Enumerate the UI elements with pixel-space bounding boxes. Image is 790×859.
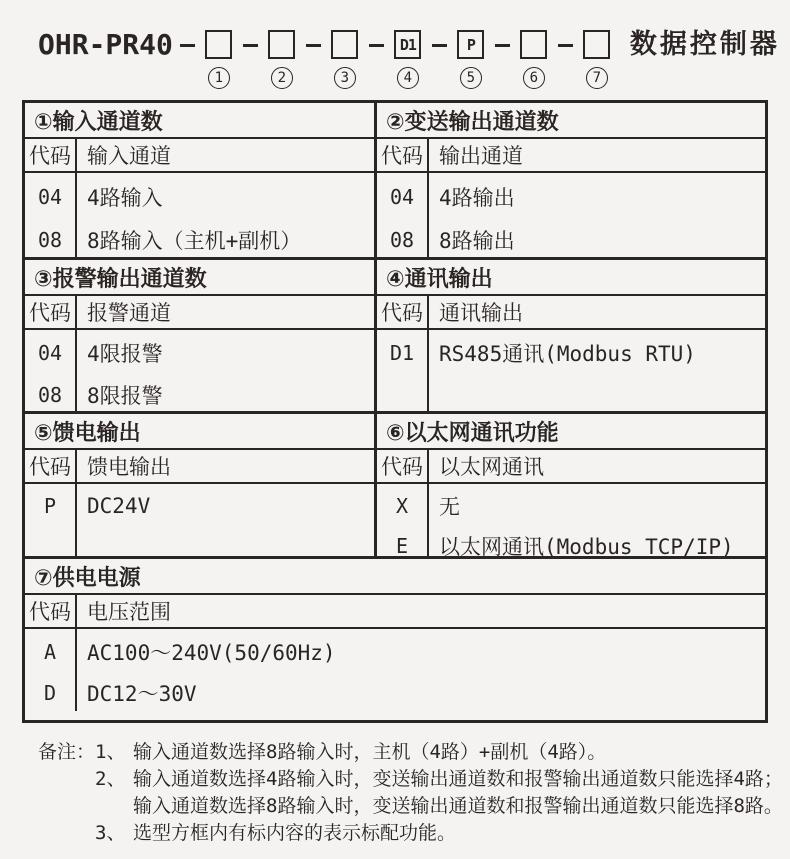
code-value: X [395, 494, 409, 518]
remark-1 [95, 739, 790, 766]
desc-value: 4路输入 [87, 185, 163, 210]
circle-number-2: 2 [271, 67, 293, 89]
section-subheader [25, 595, 765, 629]
code-value: E [395, 534, 409, 558]
section-rows [25, 629, 765, 711]
section-ethernet-communication [377, 414, 765, 559]
desc-header: 输出通道 [439, 144, 523, 168]
model-number-line [0, 0, 790, 89]
dash-separator [369, 44, 384, 47]
section-rows [377, 484, 765, 559]
remark-3 [95, 820, 790, 847]
code-value: D1 [389, 341, 415, 365]
model-slot-1 [202, 30, 236, 89]
section-alarm-output-channels [25, 260, 374, 411]
remark-text: 输入通道数选择8路输入时，主机（4路）+副机（4路）。 [133, 741, 607, 763]
remarks-label: 备注： [38, 741, 96, 763]
desc-header: 馈电输出 [87, 455, 171, 479]
model-slot-4 [391, 30, 425, 89]
code-header: 代码 [377, 450, 429, 482]
code-header: 代码 [25, 595, 77, 627]
section-title: ⑤馈电输出 [25, 414, 374, 450]
section-title: ⑦供电电源 [25, 559, 765, 595]
code-value: A [43, 639, 57, 664]
section-rows [377, 330, 765, 411]
section-subheader [377, 296, 765, 330]
model-box-7 [583, 30, 610, 59]
code-header: 代码 [25, 296, 77, 328]
dash-separator [180, 44, 195, 47]
remark-number: 2、 [95, 768, 126, 790]
remark-number: 1、 [95, 741, 126, 763]
desc-value: DC24V [87, 494, 151, 518]
code-header: 代码 [25, 139, 77, 171]
desc-value: 4路输出 [439, 185, 515, 210]
table-band-3 [25, 414, 765, 559]
dash-separator [558, 44, 573, 47]
dash-separator [243, 44, 258, 47]
table-band-4 [25, 559, 765, 711]
code-header: 代码 [377, 139, 429, 171]
code-value: 04 [37, 341, 63, 365]
desc-header: 报警通道 [87, 301, 171, 325]
model-slot-7 [580, 30, 614, 89]
desc-value: 8路输入（主机+副机） [87, 228, 302, 253]
desc-value: 无 [439, 495, 460, 519]
code-value: 04 [37, 184, 63, 209]
code-value: 08 [37, 383, 63, 407]
remark-text: 输入通道数选择4路输入时，变送输出通道数和报警输出通道数只能选择4路； [133, 768, 783, 790]
remark-text: 输入通道数选择8路输入时，变送输出通道数和报警输出通道数只能选择8路。 [133, 795, 783, 817]
selection-table [22, 100, 768, 723]
circle-number-7: 7 [586, 67, 608, 89]
model-box-3 [331, 30, 358, 59]
circle-number-5: 5 [460, 67, 482, 89]
circle-number-3: 3 [334, 67, 356, 89]
model-box-5: P [457, 30, 484, 59]
model-box-1 [205, 30, 232, 59]
dash-separator [495, 44, 510, 47]
section-title: ②变送输出通道数 [377, 103, 765, 139]
desc-value: 4限报警 [87, 342, 163, 366]
code-value: P [43, 494, 57, 518]
section-transmit-output-channels [377, 103, 765, 257]
dash-separator [432, 44, 447, 47]
section-power-supply [25, 559, 765, 711]
desc-header: 电压范围 [87, 600, 171, 624]
section-title: ③报警输出通道数 [25, 260, 374, 296]
desc-header: 通讯输出 [439, 301, 523, 325]
section-subheader [377, 450, 765, 484]
dash-separator [306, 44, 321, 47]
table-band-1 [25, 103, 765, 260]
code-value: D [43, 680, 57, 705]
product-title: 数据控制器 [629, 29, 780, 60]
desc-header: 输入通道 [87, 144, 171, 168]
desc-value: 8限报警 [87, 384, 163, 408]
section-rows [377, 173, 765, 257]
model-box-4: D1 [394, 30, 421, 59]
desc-value: AC100～240V(50/60Hz) [87, 640, 336, 665]
section-rows [25, 173, 374, 257]
section-subheader [25, 450, 374, 484]
section-subheader [377, 139, 765, 173]
remarks [38, 739, 790, 847]
section-input-channels [25, 103, 374, 257]
model-box-6 [520, 30, 547, 59]
code-value: 04 [389, 184, 415, 209]
desc-header: 以太网通讯 [439, 455, 544, 479]
section-feed-power-output [25, 414, 374, 556]
section-rows [25, 330, 374, 411]
circle-number-4: 4 [397, 67, 419, 89]
remark-number: 3、 [95, 822, 126, 844]
remark-2 [95, 766, 790, 820]
model-slot-2 [265, 30, 299, 89]
section-title: ⑥以太网通讯功能 [377, 414, 765, 450]
desc-value: RS485通讯(Modbus RTU) [439, 342, 696, 366]
desc-value: 8路输出 [439, 228, 515, 253]
desc-value: 以太网通讯(Modbus TCP/IP) [439, 535, 734, 559]
model-slot-6 [517, 30, 551, 89]
circle-number-1: 1 [208, 67, 230, 89]
model-prefix: OHR-PR40 [38, 28, 173, 61]
circle-number-6: 6 [523, 67, 545, 89]
section-subheader [25, 139, 374, 173]
code-value: 08 [37, 227, 63, 252]
model-slot-5 [454, 30, 488, 89]
section-rows [25, 484, 374, 556]
code-header: 代码 [377, 296, 429, 328]
section-subheader [25, 296, 374, 330]
code-header: 代码 [25, 450, 77, 482]
section-title: ④通讯输出 [377, 260, 765, 296]
code-value: 08 [389, 227, 415, 252]
model-slot-3 [328, 30, 362, 89]
model-box-2 [268, 30, 295, 59]
section-title: ①输入通道数 [25, 103, 374, 139]
section-communication-output [377, 260, 765, 411]
remark-text: 选型方框内有标内容的表示标配功能。 [133, 822, 457, 844]
table-band-2 [25, 260, 765, 414]
desc-value: DC12～30V [87, 681, 197, 706]
